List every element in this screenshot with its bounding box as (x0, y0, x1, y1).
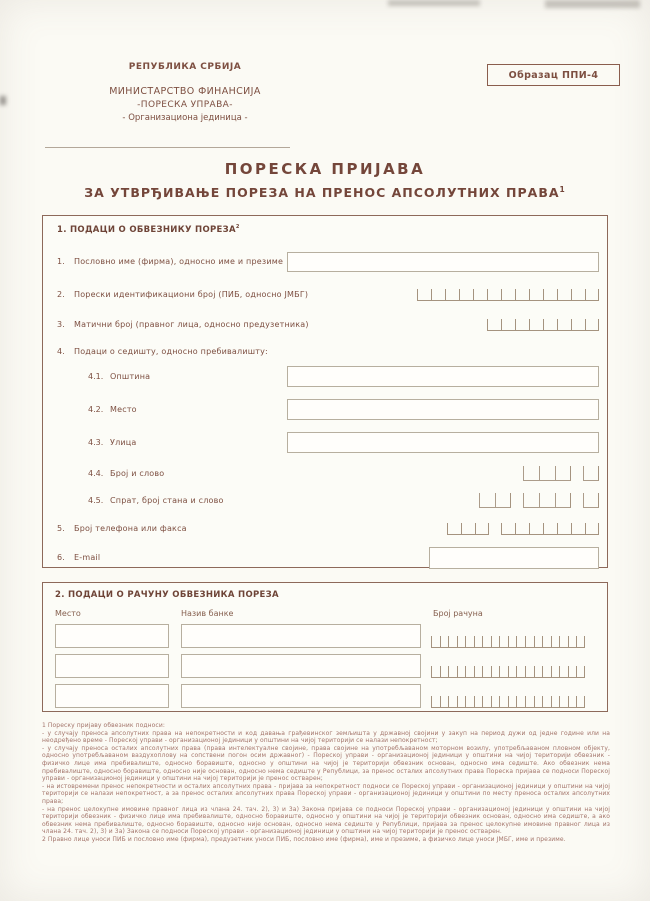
field-house-number-row (57, 466, 599, 481)
street-input[interactable] (287, 432, 599, 453)
form-code-badge (487, 64, 620, 86)
field-number: 4. (57, 346, 65, 356)
account-place-input[interactable] (55, 624, 169, 648)
org-unit-label: - Организациона јединица - (122, 113, 248, 123)
place-label: Место (110, 404, 137, 414)
footnote-line: - у случају преноса апсолутних права на непокретности и код давања грађевинског земљишта у државној својини у закуп на период дужи од једне године или на неодређено време - Пореској управи - организационој јединици у општини на чијој територији се налази непокретност; (42, 729, 610, 745)
field-email-row (57, 547, 599, 569)
tax-administration-name: -ПОРЕСКА УПРАВА- (137, 100, 233, 110)
place-column-header: Место (55, 609, 81, 618)
bank-name-input[interactable] (181, 654, 421, 678)
section-account-data (42, 582, 608, 712)
email-label: E-mail (74, 553, 101, 563)
scan-artifact (388, 0, 480, 6)
email-input[interactable] (429, 547, 599, 569)
footnote-line: - на пренос целокупне имовине правног лица из члана 24. тач. 2), 3) и 3а) Закона пријава се подноси Пореској управи - организационој јединици у општини на чијој територији обвезник - физичко лице има пребивалиште, односно боравиште, односно у општини на чијој је територији обвезник основан, односно има седиште, а ако обвезник нема пребивалиште, односно боравиште, односно није основан, односно нема седиште у Републици, пријава за пренос целокупне имовине правног лица из члана 24. тач. 2), 3) и 3а) Закона се подноси Пореској управи - организационој јединици у општини на чијој територији је пренос остварен. (42, 805, 610, 836)
field-number: 1. (57, 257, 65, 267)
form-title-main: ПОРЕСКА ПРИЈАВА (224, 160, 426, 178)
place-input[interactable] (287, 399, 599, 420)
footnotes-block (42, 722, 610, 844)
field-number: 3. (57, 320, 65, 330)
account-place-input[interactable] (55, 684, 169, 708)
field-municipality-row (57, 366, 599, 387)
field-number: 6. (57, 553, 65, 563)
field-number: 4.3. (88, 437, 104, 447)
section1-heading: 1. ПОДАЦИ О ОБВЕЗНИКУ ПОРЕЗА$^2$ (57, 224, 240, 235)
house-number-label: Број и слово (110, 468, 165, 478)
municipality-label: Општина (110, 371, 151, 381)
registry-number-label: Матични број (правног лица, односно предузетника) (74, 320, 309, 330)
business-name-label: Пословно име (фирма), односно име и презиме (74, 257, 284, 267)
account-number-boxes[interactable] (431, 696, 585, 708)
field-registry-number-row (57, 319, 599, 331)
form-title-sub: ЗА УТВРЂИВАЊЕ ПОРЕЗА НА ПРЕНОС АПСОЛУТНИХ ПРАВА$^1$ (84, 185, 566, 201)
field-business-name-row (57, 252, 599, 272)
field-floor-apartment-row (57, 493, 599, 508)
republic-name: РЕПУБЛИКА СРБИЈА (128, 62, 242, 72)
municipality-input[interactable] (287, 366, 599, 387)
letterhead (70, 62, 300, 123)
letterhead-underline (45, 147, 290, 148)
bank-column-header: Назив банке (181, 609, 234, 618)
account-number-boxes[interactable] (431, 636, 585, 648)
footnote-ref-1: 1 (559, 185, 566, 194)
form-title (0, 160, 650, 200)
house-number-boxes[interactable] (523, 466, 599, 481)
business-name-input[interactable] (287, 252, 599, 272)
floor-apartment-boxes[interactable] (479, 493, 599, 508)
street-label: Улица (110, 437, 137, 447)
footnote-line: - у случају преноса осталих апсолутних права (права интелектуалне својине, права својине на употребљаваном моторном возилу, употребљаваном пловном објекту, односно употребљаваном ваздухоплову на сопствени погон осим државног) - Пореској управи - организационој јединици у општини на чијој територији обвезник - физичко лице има пребивалиште, односно боравиште, односно у општини на чијој је територији обвезник основан, односно има седиште. Ако обвезник нема пребивалиште, односно боравиште, односно није основан, односно нема седиште у Републици, за пренос осталих апсолутних права Пореска пријава се подноси Пореској управи - организационој јединици у општини на чијој територији је пренос остварен; (42, 744, 610, 783)
account-number-boxes[interactable] (431, 666, 585, 678)
scan-artifact (0, 96, 6, 105)
account-table-row (55, 654, 599, 678)
account-table-row (55, 624, 599, 648)
field-street-row (57, 432, 599, 453)
scan-artifact (545, 0, 640, 8)
footnote-line: 1 Пореску пријаву обвезник подноси: (42, 722, 165, 729)
field-pib-row (57, 289, 599, 301)
registry-number-digit-boxes[interactable] (487, 319, 599, 331)
field-phone-row (57, 523, 599, 535)
field-number: 5. (57, 524, 65, 534)
field-residence-row (57, 347, 599, 356)
account-column-header: Број рачуна (433, 609, 483, 618)
footnote-ref-2: 2 (235, 224, 240, 230)
phone-label: Број телефона или факса (74, 524, 187, 534)
field-number: 4.2. (88, 404, 104, 414)
floor-apartment-label: Спрат, број стана и слово (110, 495, 224, 505)
footnote-line: - на истовремени пренос непокретности и осталих апсолутних права - пријава за непокретност подноси се Пореској управи - организационој јединици у општини на чијој територији се налази непокретност, а за пренос осталих апсолутних права Пореској управи - организационој јединици у општини по месту преноса осталих апсолутних права; (42, 782, 610, 805)
pib-label: Порески идентификациони број (ПИБ, односно ЈМБГ) (74, 290, 309, 300)
account-table-header (55, 609, 599, 618)
phone-digit-boxes[interactable] (447, 523, 599, 535)
account-place-input[interactable] (55, 654, 169, 678)
field-number: 4.1. (88, 371, 104, 381)
footnote-line: 2 Правно лице уноси ПИБ и пословно име (фирма), предузетник уноси ПИБ, пословно име (фирма), име и презиме, а физичко лице уноси ЈМБГ, име и презиме. (42, 835, 566, 843)
field-number: 4.5. (88, 495, 104, 505)
section2-heading: 2. ПОДАЦИ О РАЧУНУ ОБВЕЗНИКА ПОРЕЗА (55, 590, 279, 600)
field-number: 2. (57, 290, 65, 300)
account-table-row (55, 684, 599, 708)
field-place-row (57, 399, 599, 420)
section-taxpayer-data (42, 215, 608, 568)
bank-name-input[interactable] (181, 624, 421, 648)
field-number: 4.4. (88, 468, 104, 478)
form-code-label: Образац ППИ-4 (508, 69, 599, 81)
bank-name-input[interactable] (181, 684, 421, 708)
pib-digit-boxes[interactable] (417, 289, 599, 301)
residence-label: Подаци о седишту, односно пребивалишту: (74, 346, 268, 356)
ministry-name: МИНИСТАРСТВО ФИНАНСИЈА (109, 86, 261, 97)
